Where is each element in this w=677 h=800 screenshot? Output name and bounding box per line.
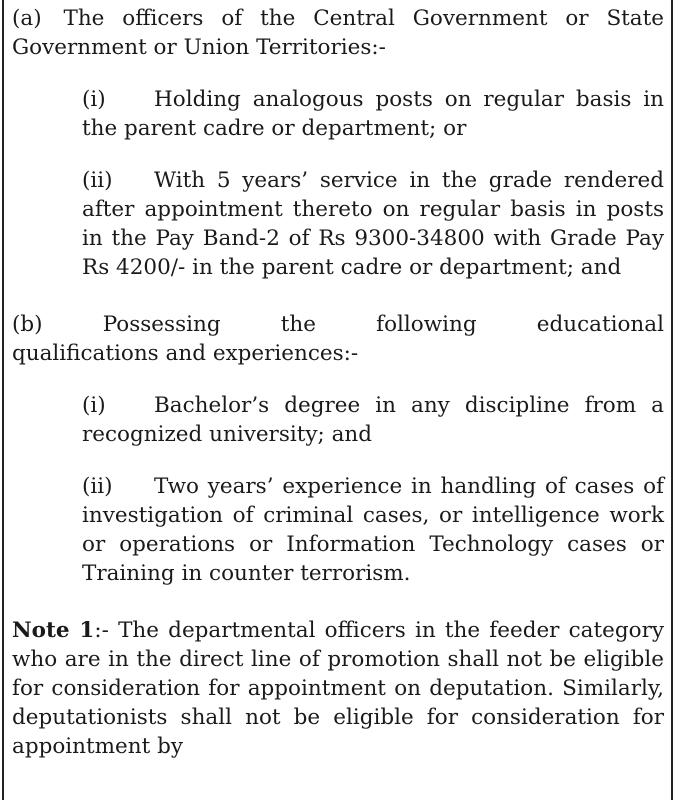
clause-b-item-1-marker: (i)	[82, 393, 106, 418]
clause-b-word-3: following	[376, 312, 477, 337]
clause-b	[12, 310, 664, 368]
clause-b-line-2: qualifications and experiences:-	[12, 341, 359, 366]
clause-b-item-2	[82, 472, 664, 588]
clause-a-marker: (a)	[12, 6, 42, 31]
clause-a-item-2	[82, 166, 664, 282]
clause-b-item-1	[82, 391, 664, 449]
clause-a-text: The officers of the Central Government or State Government or Union Territories:-	[12, 6, 664, 60]
clause-b-item-1-text: Bachelor’s degree in any discipline from a recognized university; and	[82, 393, 664, 447]
note-1-label: Note 1	[12, 618, 95, 643]
clause-a-item-2-marker: (ii)	[82, 168, 113, 193]
clause-b-marker: (b)	[12, 312, 43, 337]
clause-a-item-1	[82, 85, 664, 143]
clause-a-item-2-text: With 5 years’ service in the grade rendered after appointment thereto on regular basis in posts in the Pay Band-2 of Rs 9300-34800 with Grade Pay Rs 4200/- in the parent cadre or department; and	[82, 168, 664, 280]
document-body	[12, 4, 664, 761]
note-1	[12, 616, 664, 761]
clause-b-line-1	[12, 310, 664, 339]
clause-b-word-1: Possessing	[102, 312, 221, 337]
clause-a-item-1-marker: (i)	[82, 87, 106, 112]
clause-b-item-2-marker: (ii)	[82, 474, 113, 499]
clause-a-item-1-text: Holding analogous posts on regular basis in the parent cadre or department; or	[82, 87, 664, 141]
clause-b-word-2: the	[280, 312, 316, 337]
clause-b-word-4: educational	[536, 312, 664, 337]
note-1-text: :- The departmental officers in the feeder category who are in the direct line of promotion shall not be eligible for consideration for appointment on deputation. Similarly, deputationists shall not be eligible for consideration for appointment by	[12, 618, 664, 759]
clause-b-item-2-text: Two years’ experience in handling of cases of investigation of criminal cases, or intelligence work or operations or Information Technology cases or Training in counter terrorism.	[82, 474, 664, 586]
clause-a	[12, 4, 664, 62]
